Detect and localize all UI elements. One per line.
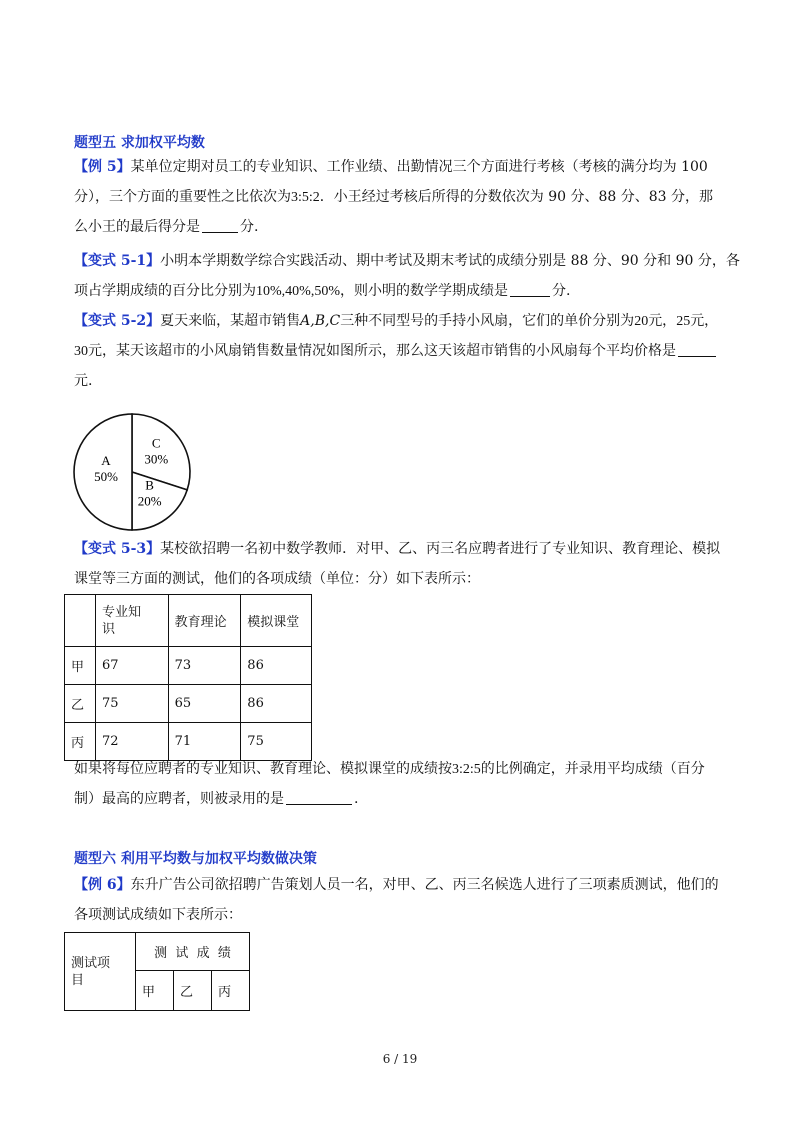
answer-blank[interactable] [678,342,716,357]
variant-5-1-text-2c: 分. [552,283,571,299]
unit-1: 元， [648,313,677,329]
example-6-line-1 [74,874,719,896]
table-header-row [65,933,250,971]
variant-5-3-tag: 【变式 5-3】 [74,541,161,557]
variant-5-3-line-2: 课堂等三方面的测试，他们的各项成绩（单位：分）如下表所示： [74,571,480,587]
answer-blank[interactable] [510,282,550,297]
example-6-line-2: 各项测试成绩如下表所示： [74,907,242,923]
ratio-math: 3:2:5 [452,762,481,777]
table-cell: 乙 [65,685,96,723]
table-cell: 甲 [136,971,174,1011]
variant-5-3-text-3b: 的比例确定，并录用平均成绩（百分 [480,761,705,777]
page-number: 6 / 19 [382,1052,418,1066]
table-cell: 67 [95,647,168,685]
table-cell: 丙 [211,971,249,1011]
table-cell: 65 [168,685,241,723]
variant-5-1-line-2 [74,280,570,303]
pie-label-b: B [145,477,154,493]
example-5-line-3 [74,216,258,238]
table-header-row [65,595,312,647]
section-title-5: 题型五 求加权平均数 [74,135,205,151]
example-6-tag: 【例 6】 [74,877,131,893]
example-5-text-3a: 么小王的最后得分是 [74,219,200,235]
example-5-text-3b: 分. [240,219,259,235]
test-table [64,932,250,1011]
pie-label-c: C [151,435,161,451]
header-cell: 测 试 成 绩 [136,933,250,971]
example-5-line-1 [74,156,708,178]
variant-5-3-text-1: 某校欲招聘一名初中数学教师．对甲、乙、丙三名应聘者进行了专业知识、教育理论、模拟 [160,541,721,557]
variant-5-2-text-2: 元，某天该超市的小风扇销售数量情况如图所示，那么这天该超市销售的小风扇每个平均价格是 [88,343,676,359]
header-cell: 专业知 识 [95,595,168,647]
variant-5-3-line-4 [74,788,358,810]
variant-5-3-text-4a: 制）最高的应聘者，则被录用的是 [74,791,284,807]
table-row [65,685,312,723]
price-2: 25 [676,314,691,329]
table-cell: 73 [168,647,241,685]
variant-5-1-tag: 【变式 5-1】 [74,253,161,269]
variant-5-2-line-3: 元. [74,373,93,389]
variant-5-1-text-2b: ，则小明的数学学期成绩是 [340,283,508,299]
variant-5-2-text-1b: 三种不同型号的手持小风扇，它们的单价分别为 [340,313,635,329]
pie-percent-a: 50% [94,469,118,484]
table-cell: 86 [241,685,312,723]
example-5-text-2b: ．小王经过考核后所得的分数依次为 90 分、88 分、83 分，那 [319,189,714,205]
unit-2: 元， [690,313,719,329]
example-6-text-1: 东升广告公司欲招聘广告策划人员一名，对甲、乙、丙三名候选人进行了三项素质测试，他们的 [130,877,719,893]
table-cell: 71 [168,723,241,761]
variant-5-2-line-2 [74,340,718,363]
table-cell: 丙 [65,723,96,761]
variant-5-3-line-3 [74,758,705,781]
answer-blank[interactable] [286,790,352,805]
variant-5-1-text-1: 小明本学期数学综合实践活动、期中考试及期末考试的成绩分别是 88 分、90 分和 90 分，各 [160,253,740,269]
price-3: 30 [74,344,88,359]
pie-percent-b: 20% [137,493,162,509]
header-cell: 测试项 目 [65,933,136,1011]
table-cell: 86 [241,647,312,685]
header-cell: 模拟课堂 [241,595,312,647]
ratio-math: 3:5:2 [291,190,320,205]
header-cell [65,595,96,647]
table-cell: 乙 [173,971,211,1011]
table-cell: 甲 [65,647,96,685]
example-5-text-1: 某单位定期对员工的专业知识、工作业绩、出勤情况三个方面进行考核（考核的满分均为 100 [130,159,708,175]
answer-blank[interactable] [202,218,238,233]
pie-chart [70,410,194,534]
variant-5-1-text-2a: 项占学期成绩的百分比分别为 [74,283,256,299]
example-5-text-2a: 分），三个方面的重要性之比依次为 [74,189,291,205]
variant-5-3-line-1 [74,538,720,560]
variant-5-3-text-3a: 如果将每位应聘者的专业知识、教育理论、模拟课堂的成绩按 [74,761,452,777]
pie-label-a: A [101,453,111,468]
variant-5-3-text-4b: . [354,791,359,807]
table-row [65,723,312,761]
variant-5-2-line-1 [74,310,718,333]
variant-5-2-text-1a: 夏天来临，某超市销售 [160,313,301,329]
pie-percent-c: 30% [144,451,169,467]
variant-5-1-line-1 [74,250,740,272]
example-5-line-2 [74,186,713,209]
abc-math: A,B,C [300,313,341,329]
table-cell: 75 [241,723,312,761]
variant-5-2-tag: 【变式 5-2】 [74,313,161,329]
section-title-6: 题型六 利用平均数与加权平均数做决策 [74,851,317,867]
header-cell: 教育理论 [168,595,241,647]
table-cell: 75 [95,685,168,723]
price-1: 20 [634,314,649,329]
table-cell: 72 [95,723,168,761]
example-5-tag: 【例 5】 [74,159,131,175]
table-row [65,647,312,685]
percentages-math: 10%,40%,50% [256,284,340,299]
score-table [64,594,312,761]
